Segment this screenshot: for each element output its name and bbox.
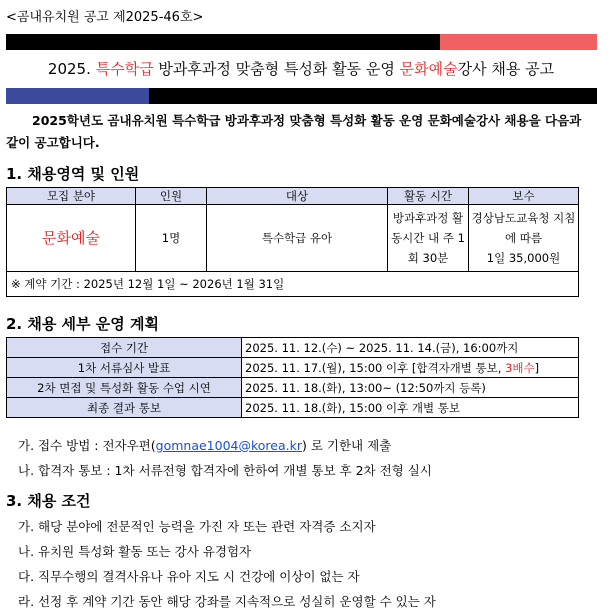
header-count: 인원 bbox=[136, 188, 207, 205]
schedule-value: 2025. 11. 18.(화), 15:00 이후 개별 통보 bbox=[242, 398, 579, 418]
title-highlight-special-class: 특수학급 bbox=[95, 60, 154, 78]
notification-method: 나. 합격자 통보 : 1차 서류전형 합격자에 한하여 개별 통보 후 2차 전형 실시 bbox=[18, 463, 432, 478]
schedule-value: 2025. 11. 12.(수) ~ 2025. 11. 14.(금), 16:00까지 bbox=[242, 338, 579, 358]
condition-item: 라. 선정 후 계약 기간 동안 해당 강좌를 지속적으로 성실히 운영할 수 있는 자 bbox=[18, 594, 436, 609]
title-middle: 방과후과정 맞춤형 특성화 활동 운영 bbox=[158, 60, 395, 78]
section2-title: 2. 채용 세부 운영 계획 bbox=[6, 315, 159, 333]
schedule-label: 최종 결과 통보 bbox=[7, 398, 242, 418]
table-header-row bbox=[7, 188, 579, 205]
divider-bar-black bbox=[149, 88, 597, 104]
cell-count: 1명 bbox=[136, 205, 207, 272]
table-row bbox=[7, 398, 579, 418]
divider-bar-blue bbox=[6, 88, 149, 104]
table-row bbox=[7, 338, 579, 358]
header-time: 활동 시간 bbox=[388, 188, 469, 205]
schedule-value-end: ] bbox=[534, 360, 540, 375]
title-end: 강사 채용 공고 bbox=[457, 60, 555, 78]
pay-amount: 1일 35,000원 bbox=[486, 251, 561, 265]
condition-item: 나. 유치원 특성화 활동 또는 강사 유경험자 bbox=[18, 544, 252, 559]
table-row bbox=[7, 272, 579, 297]
cell-time: 방과후과정 활동시간 내 주 1회 30분 bbox=[388, 205, 469, 272]
condition-item: 가. 해당 분야에 전문적인 능력을 가진 자 또는 관련 자격증 소지자 bbox=[18, 519, 376, 534]
title-bar-black bbox=[6, 34, 440, 50]
recruit-table bbox=[6, 187, 579, 297]
header-target: 대상 bbox=[207, 188, 388, 205]
title-bar-pink bbox=[440, 34, 597, 50]
schedule-label: 2차 면접 및 특성화 활동 수업 시연 bbox=[7, 378, 242, 398]
email-link[interactable]: gomnae1004@korea.kr bbox=[155, 438, 302, 453]
cell-pay bbox=[469, 205, 579, 272]
table-row bbox=[7, 378, 579, 398]
page-title bbox=[6, 58, 596, 79]
table-row bbox=[7, 358, 579, 378]
schedule-value-highlight: 3배수 bbox=[505, 360, 535, 375]
pay-guideline: 경상남도교육청 지침에 따름 bbox=[471, 211, 576, 245]
title-highlight-culture-arts: 문화예술 bbox=[399, 60, 458, 78]
header-field: 모집 분야 bbox=[7, 188, 136, 205]
section3-title: 3. 채용 조건 bbox=[6, 492, 91, 510]
intro-paragraph: 2025학년도 곰내유치원 특수학급 방과후과정 맞춤형 특성화 활동 운영 문화예술강사 채용을 다음과 같이 공고합니다. bbox=[6, 113, 582, 150]
schedule-label: 1차 서류심사 발표 bbox=[7, 358, 242, 378]
schedule-value: 2025. 11. 18.(화), 13:00~ (12:50까지 등록) bbox=[242, 378, 579, 398]
schedule-table bbox=[6, 337, 579, 418]
cell-target: 특수학급 유아 bbox=[207, 205, 388, 272]
cell-field: 문화예술 bbox=[7, 205, 136, 272]
application-method bbox=[18, 436, 391, 454]
method-prefix: 가. 접수 방법 : 전자우편( bbox=[18, 438, 156, 453]
title-year: 2025. bbox=[47, 60, 91, 78]
schedule-value-text: 2025. 11. 17.(월), 15:00 이후 [합격자개별 통보, bbox=[245, 360, 506, 375]
schedule-label: 접수 기간 bbox=[7, 338, 242, 358]
header-pay: 보수 bbox=[469, 188, 579, 205]
schedule-value bbox=[242, 358, 579, 378]
condition-item: 다. 직무수행의 결격사유나 유아 지도 시 건강에 이상이 없는 자 bbox=[18, 569, 360, 584]
section1-title: 1. 채용영역 및 인원 bbox=[6, 165, 140, 183]
contract-period: ※ 계약 기간 : 2025년 12월 1일 ~ 2026년 1월 31일 bbox=[7, 272, 579, 297]
table-row bbox=[7, 205, 579, 272]
method-suffix: ) 로 기한내 제출 bbox=[302, 438, 392, 453]
notice-number: <곰내유치원 공고 제2025-46호> bbox=[6, 10, 204, 25]
